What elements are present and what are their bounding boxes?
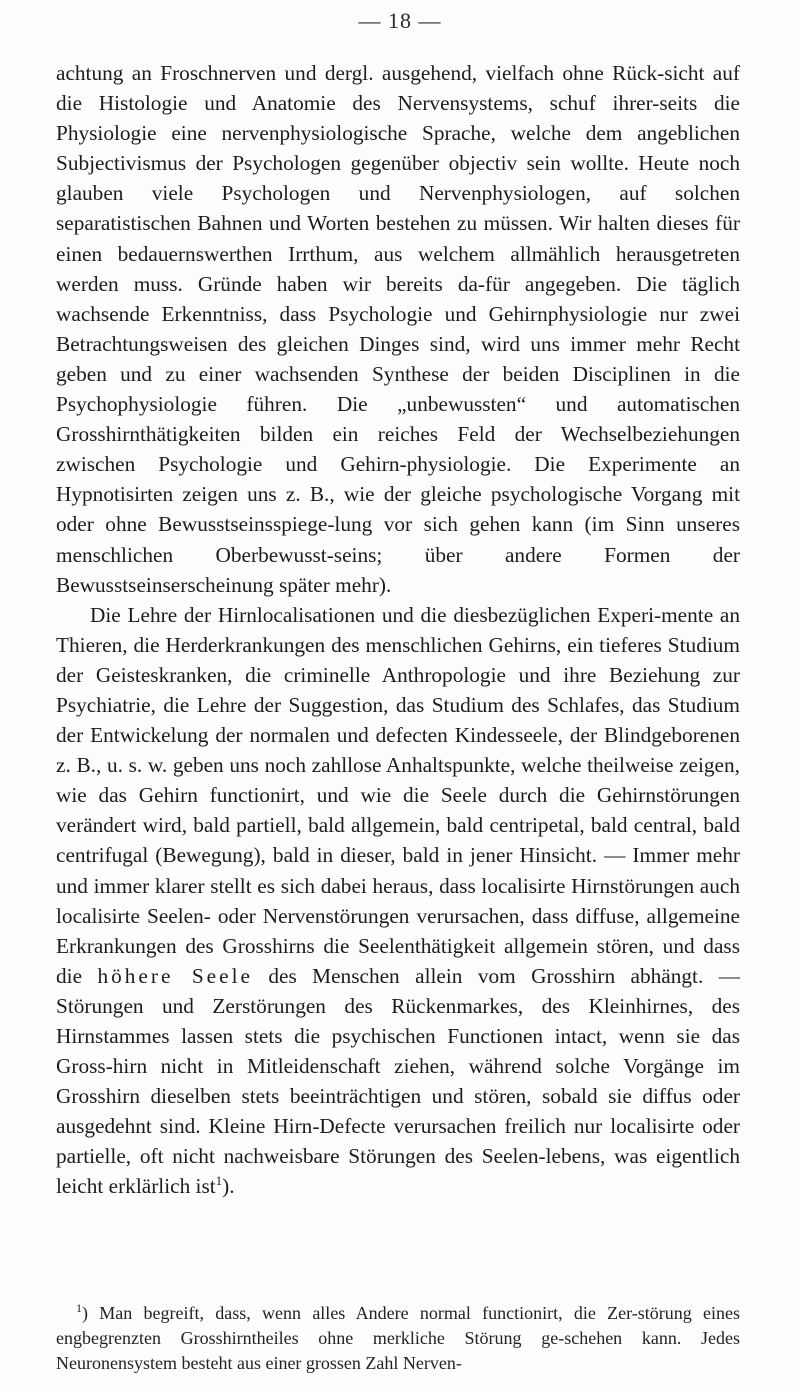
page-number: — 18 — [358,8,442,33]
footnote [56,1301,740,1376]
footnote-reference[interactable]: 1 [215,1173,223,1189]
emphasized-phrase: höhere Seele [97,963,253,988]
footnote-paragraph [56,1301,740,1376]
footnote-marker: 1 [76,1301,82,1315]
paragraph-2 [56,600,740,1202]
paragraph-2-text: Die Lehre der Hirnlocalisationen und die diesbezüglichen Experi-mente an Thieren, die Herderkrankungen des menschlichen Gehirns, ein tieferes Studium der Geisteskranken, die criminelle Anthropologie und ihre Beziehung zur Psychiatrie, die Lehre der Suggestion, das Studium des Schlafes, das Studium der Entwickelung der normalen und defecten Kindesseele, der Blindgeborenen z. B., u. s. w. geben uns noch zahllose Anhaltspunkte, welche theilweise zeigen, wie das Gehirn functionirt, und wie die Seele durch die Gehirnstörungen verändert wird, bald partiell, bald allgemein, bald centripetal, bald central, bald centrifugal (Bewegung), bald in dieser, bald in jener Hinsicht. — Immer mehr und immer klarer stellt es sich dabei heraus, dass localisirte Hirnstörungen auch localisirte Seelen- oder Nervenstörungen verursachen, dass diffuse, allgemeine Erkrankungen des Grosshirns die Seelenthätigkeit allgemein stören, und dass die [56,602,740,988]
footnote-text: ) Man begreift, dass, wenn alles Andere normal functionirt, die Zer-störung eines engbegrenzten Grosshirntheiles ohne merkliche Störung ge-schehen kann. Jedes Neuronensystem besteht aus einer grossen Zahl Nerven- [56,1303,740,1373]
paragraph-2-end: ). [222,1174,235,1199]
paragraph-1: achtung an Froschnerven und dergl. ausgehend, vielfach ohne Rück-sicht auf die Histologie und Anatomie des Nervensystems, schuf ihrer-seits die Physiologie eine nervenphysiologische Sprache, welche dem angeblichen Subjectivismus der Psychologen gegenüber objectiv sein wollte. Heute noch glauben viele Psychologen und Nervenphysiologen, auf solchen separatistischen Bahnen und Worten bestehen zu müssen. Wir halten dieses für einen bedauernswerthen Irrthum, aus welchem allmählich herausgetreten werden muss. Gründe haben wir bereits da-für angegeben. Die täglich wachsende Erkenntniss, dass Psychologie und Gehirnphysiologie nur zwei Betrachtungsweisen des gleichen Dinges sind, wird uns immer mehr Recht geben und zu einer wachsenden Synthese der beiden Disciplinen in die Psychophysiologie führen. Die „unbewussten“ und automatischen Grosshirnthätigkeiten bilden ein reiches Feld der Wechselbeziehungen zwischen Psychologie und Gehirn-physiologie. Die Experimente an Hypnotisirten zeigen uns z. B., wie der gleiche psychologische Vorgang mit oder ohne Bewusstseinsspiege-lung vor sich gehen kann (im Sinn unseres menschlichen Oberbewusst-seins; über andere Formen der Bewusstseinserscheinung später mehr). [56,61,740,597]
paragraph-2-continued: des Menschen allein vom Grosshirn abhängt. — Störungen und Zerstörungen des Rückenmarkes, des Kleinhirnes, des Hirnstammes lassen stets die psychischen Functionen intact, wenn sie das Gross-hirn nicht in Mitleidenschaft ziehen, während solche Vorgänge im Grosshirn dieselben stets beeinträchtigen und stören, sobald sie diffus oder ausgedehnt sind. Kleine Hirn-Defecte verursachen freilich nur localisirte oder partielle, oft nicht nachweisbare Störungen des Seelen-lebens, was eigentlich leicht erklärlich ist [56,963,740,1199]
main-text [56,58,740,1202]
